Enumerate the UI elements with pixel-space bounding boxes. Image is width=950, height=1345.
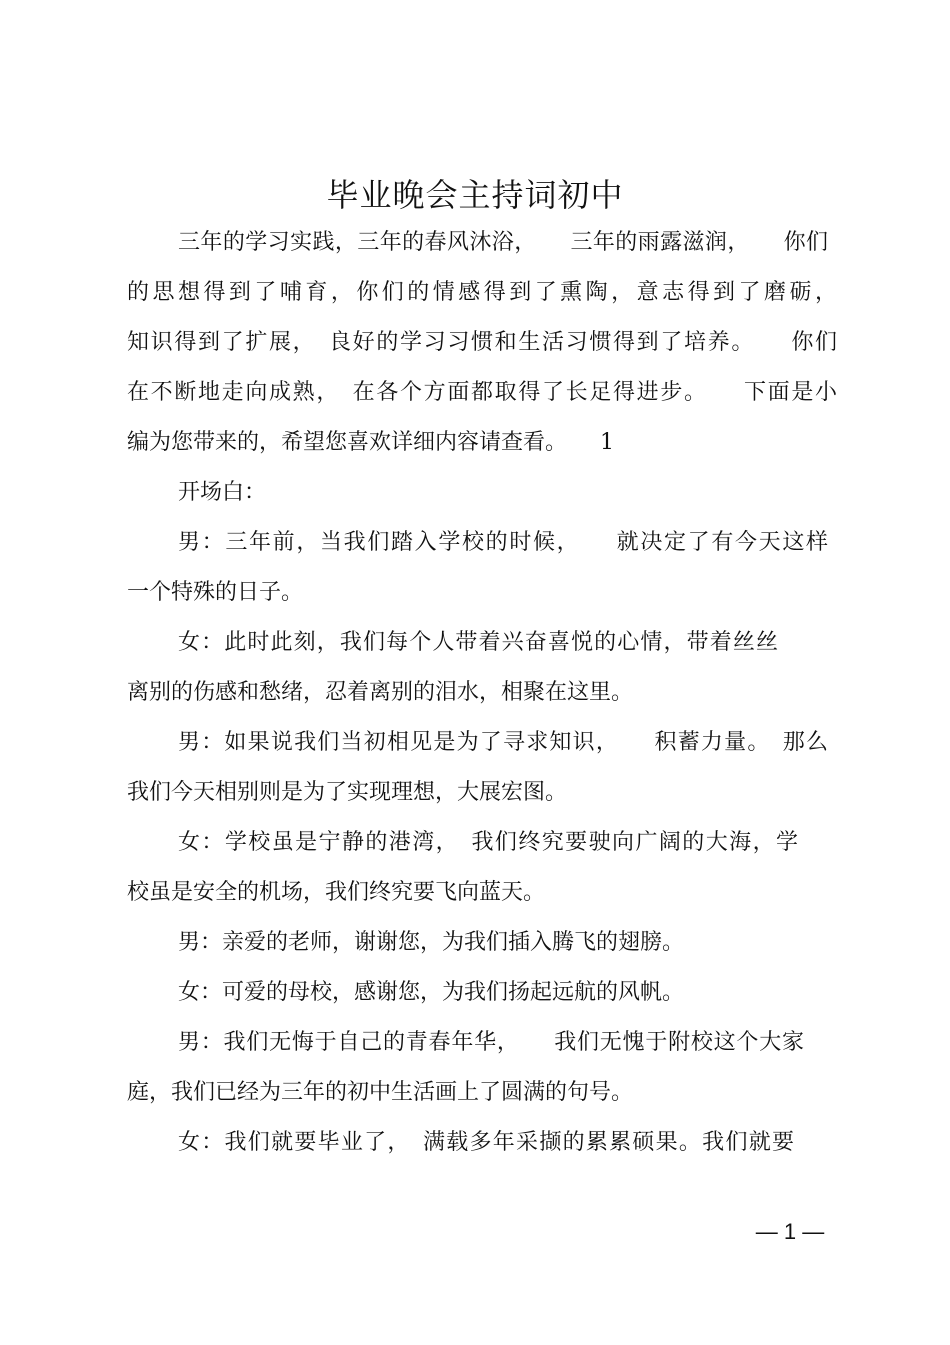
document-title: 毕业晚会主持词初中 — [326, 176, 624, 214]
body-line: 三年的学习实践，三年的春风沐浴， 三年的雨露滋润， 你们 — [178, 230, 828, 255]
body-line: 编为您带来的，希望您喜欢详细内容请查看。 1 — [127, 430, 614, 455]
body-line: 男：如果说我们当初相见是为了寻求知识， 积蓄力量。 那么 — [178, 730, 828, 755]
body-line: 校虽是安全的机场，我们终究要飞向蓝天。 — [127, 880, 546, 905]
body-line: 女：我们就要毕业了， 满载多年采撷的累累硕果。我们就要 — [178, 1130, 794, 1155]
body-line: 男：三年前，当我们踏入学校的时候， 就决定了有今天这样 — [178, 530, 828, 555]
body-line: 女：此时此刻，我们每个人带着兴奋喜悦的心情，带着丝丝 — [178, 630, 778, 655]
body-line: 离别的伤感和愁绪，忍着离别的泪水，相聚在这里。 — [127, 680, 634, 705]
body-line: 知识得到了扩展， 良好的学习习惯和生活习惯得到了培养。 你们 — [127, 330, 837, 355]
body-line: 庭，我们已经为三年的初中生活画上了圆满的句号。 — [127, 1080, 634, 1105]
body-line: 在不断地走向成熟， 在各个方面都取得了长足得进步。 下面是小 — [127, 380, 837, 405]
body-line: 男：我们无悔于自己的青春年华， 我们无愧于附校这个大家 — [178, 1030, 804, 1055]
body-line: 女：学校虽是宁静的港湾， 我们终究要驶向广阔的大海，学 — [178, 830, 798, 855]
body-line: 我们今天相别则是为了实现理想，大展宏图。 — [127, 780, 568, 805]
body-line: 开场白： — [178, 480, 267, 505]
body-line: 男：亲爱的老师，谢谢您，为我们插入腾飞的翅膀。 — [178, 930, 685, 955]
body-line: 一个特殊的日子。 — [127, 580, 304, 605]
body-line: 的思想得到了哺育，你们的情感得到了熏陶，意志得到了磨砺， — [127, 280, 837, 305]
page-number: — 1 — — [755, 1219, 825, 1244]
body-line: 女：可爱的母校，感谢您，为我们扬起远航的风帆。 — [178, 980, 685, 1005]
